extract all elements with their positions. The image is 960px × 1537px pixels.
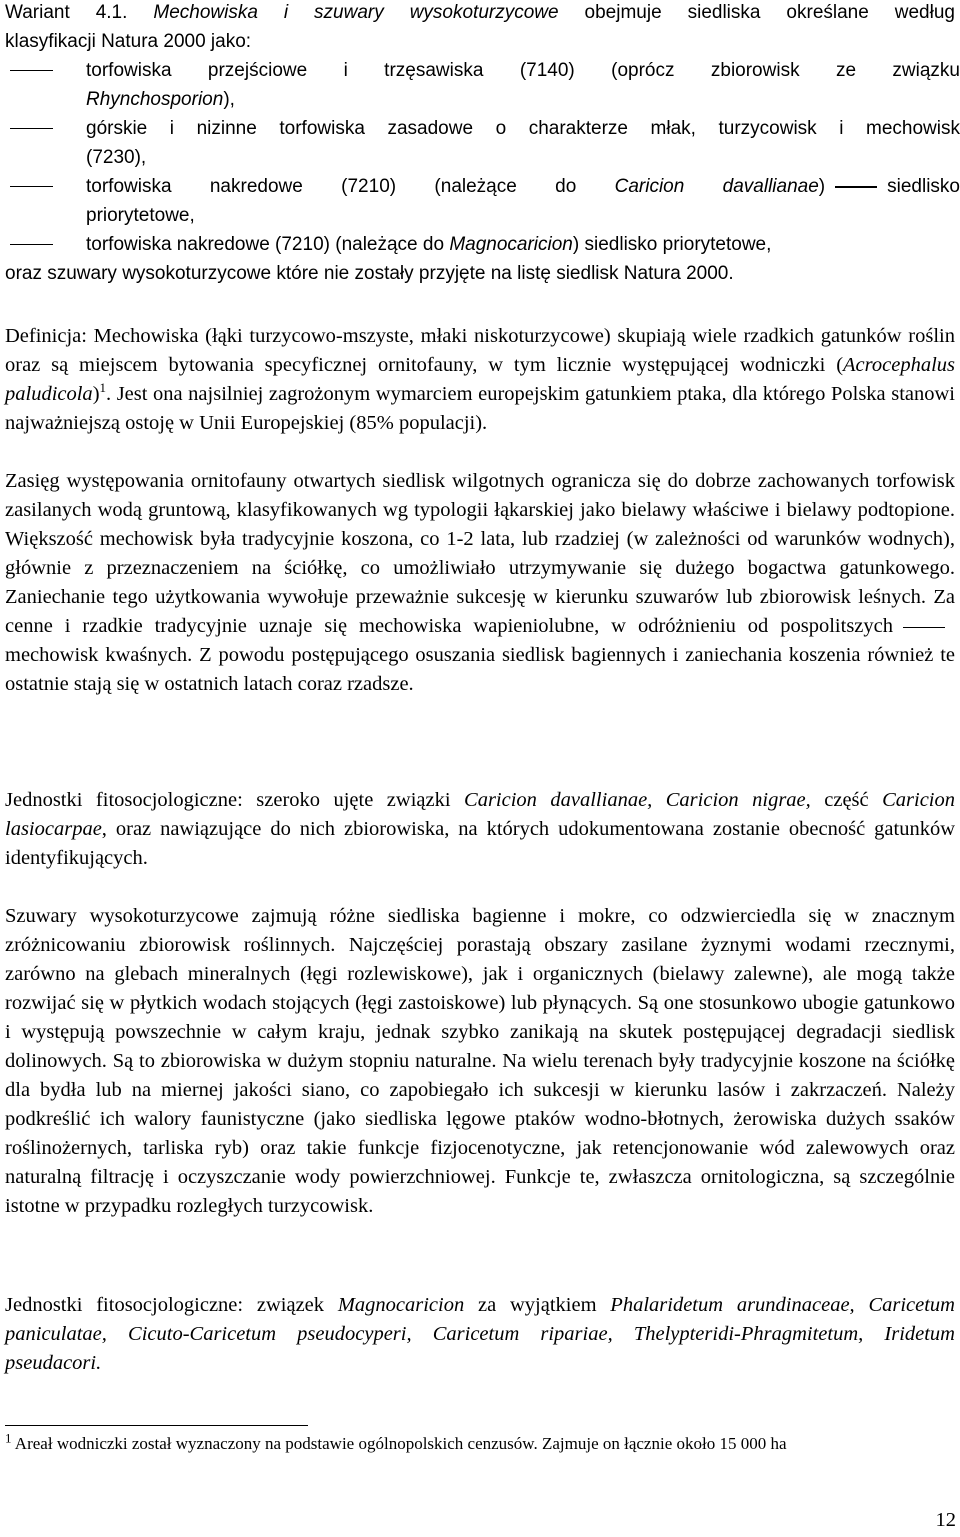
italic-term: Rhynchosporion [86, 89, 224, 110]
dash-bullet [10, 128, 53, 129]
italic-term: Magnocaricion [337, 1294, 465, 1316]
inline-dash [835, 186, 877, 187]
variant-title: Mechowiska i szuwary wysokoturzycowe [153, 2, 559, 23]
list-item-continuation [5, 201, 955, 230]
footnote-marker: 1 [5, 1430, 12, 1446]
list-item-text: (7230), [86, 147, 147, 168]
dash-bullet [10, 244, 53, 245]
list-item [5, 230, 955, 259]
footnote [5, 1430, 955, 1457]
ornithofauna-paragraph [5, 467, 955, 699]
italic-term: Magnocaricion [449, 234, 573, 255]
paragraph-text: Jednostki fitosocjologiczne: związek [5, 1294, 338, 1316]
dash-bullet [10, 186, 53, 187]
inline-dash [903, 627, 945, 628]
list-item-text: ) [818, 176, 826, 197]
list-item-text: górskie i nizinne torfowiska zasadowe o charakterze młak, turzycowisk i mechowisk [86, 118, 960, 139]
list-item-continuation [5, 143, 955, 172]
italic-term: Caricion davallianae, Caricion nigrae, [464, 789, 811, 811]
definition-paragraph [5, 322, 955, 438]
paragraph-text: Zasięg występowania ornitofauny otwartych siedlisk wilgotnych ogranicza się do dobrze zachowanych torfowisk zasilanych wodą gruntową, klasyfikowanych wg typologii łąkarskiej jako bielawy właściwe i bielawy podtopione. Większość mechowisk była tradycyjnie koszona, co 1-2 lata, lub rzadziej (w zależności od warunków wodnych), głównie z przeznaczeniem na ściółkę, co umożliwiało utrzymywanie się dużego bogactwa gatunkowego. Zaniechanie tego użytkowania wywołuje przeważnie sukcesję w kierunku szuwarów lub zbiorowisk leśnych. Za cenne i rzadkie tradycyjnie uznaje się mechowiska wapieniolubne, w odróżnieniu od pospolitszych [5, 470, 955, 637]
italic-term: Phalaridetum arundinaceae, Caricetum paniculatae, Cicuto-Caricetum pseudocyperi, Caricetum ripariae, Thelypteridi-Phragmitetum, Iridetum pseudacori. [5, 1294, 955, 1374]
list-item-text: siedlisko [887, 176, 960, 197]
list-item-text: torfowiska nakredowe (7210) (należące do [86, 176, 615, 197]
list-item-text: priorytetowe, [86, 205, 195, 226]
variant-number: Wariant 4.1. [5, 2, 154, 23]
paragraph-text: za wyjątkiem [464, 1294, 611, 1316]
intro-line-2: klasyfikacji Natura 2000 jako: [5, 31, 252, 52]
dash-bullet [10, 70, 53, 71]
intro-block [5, 0, 960, 288]
list-item-continuation [5, 85, 955, 114]
paragraph-text: Jednostki fitosocjologiczne: szeroko ujęte związki [5, 789, 465, 811]
paragraph-text: . Jest ona najsilniej zagrożonym wymarciem europejskim gatunkiem ptaka, dla którego Polska stanowi najważniejszą ostoję w Unii Europejskiej (85% populacji). [5, 383, 955, 434]
footnote-reference[interactable]: 1 [99, 380, 107, 396]
list-item-text [86, 230, 960, 259]
list-item [5, 56, 960, 85]
definition-label: Definicja: [5, 325, 87, 347]
intro-line-1 [5, 0, 955, 27]
paragraph-text: mechowisk kwaśnych. Z powodu postępującego osuszania siedlisk bagiennych i zaniechania koszenia również te ostatnie stają się w ostatnich latach coraz rzadsze. [5, 644, 955, 695]
list-item-text: ), [223, 89, 235, 110]
phytosociological-units-1 [5, 786, 955, 873]
list-item-text [86, 172, 960, 201]
footnote-text: Areał wodniczki został wyznaczony na podstawie ogólnopolskich cenzusów. Zajmuje on łącznie około 15 000 ha [11, 1434, 787, 1453]
list-item [5, 172, 960, 201]
phytosociological-units-2 [5, 1291, 955, 1378]
page-number: 12 [935, 1509, 956, 1531]
intro-text: obejmuje siedliska określane według [558, 2, 955, 23]
list-item [5, 114, 960, 143]
footnote-separator [5, 1425, 308, 1426]
list-item-text: torfowiska przejściowe i trzęsawiska (7140) (oprócz zbiorowisk ze związku [86, 60, 960, 81]
paragraph-text: ) [92, 383, 100, 405]
paragraph-text: , oraz nawiązujące do nich zbiorowiska, na których udokumentowana zostanie obecność gatunków identyfikujących. [5, 818, 955, 869]
paragraph-text: Mechowiska (łąki turzycowo-mszyste, młaki niskoturzycowe) skupiają wiele rzadkich gatunków roślin oraz są miejscem bytowania specyficznej ornitofauny, w tym licznie występującej wodniczki ( [5, 325, 955, 376]
italic-term: Caricion lasiocarpae [5, 789, 956, 840]
reeds-paragraph: Szuwary wysokoturzycowe zajmują różne siedliska bagienne i mokre, co odzwierciedla się w znacznym zróżnicowaniu zbiorowisk roślinnych. Najczęściej porastają obszary zasilane żyznymi wodami rzecznymi, zarówno na glebach mineralnych (łęgi rozlewiskowe), jak i organicznych (bielawy zalewne), ale mogą także rozwijać się w płytkich wodach stojących (łęgi zastoiskowe) lub płynących. Są one stosunkowo ubogie gatunkowo i występują powszechnie w całym kraju, jednak szybko zanikają na skutek postępującej degradacji siedlisk dolinowych. Są to zbiorowiska w dużym stopniu naturalne. Na wielu terenach były tradycyjnie koszone na ściółkę dla bydła lub na miernej jakości siano, co zapobiegało ich sukcesji w kierunku lasów i zakrzaczeń. Należy podkreślić ich walory faunistyczne (jako siedliska lęgowe ptaków wodno-błotnych, żerowiska dużych ssaków roślinożernych, tarliska ryb) oraz takie funkcje fizjocenotyczne, jak retencjonowanie wód zalewowych oraz naturalną filtrację i oczyszczanie wody powierzchniowej. Funkcje te, zwłaszcza ornitologiczna, są szczególnie istotne w przypadku rozległych turzycowisk. [5, 905, 955, 1217]
paragraph-text: część [810, 789, 883, 811]
list-item-text: torfowiska nakredowe (7210) (należące do [86, 234, 450, 255]
list-item-text: ) siedlisko priorytetowe, [572, 234, 772, 255]
species-name: Acrocephalus paludicola [5, 354, 955, 405]
italic-term: Caricion davallianae [614, 176, 819, 197]
intro-closing-line: oraz szuwary wysokoturzycowe które nie zostały przyjęte na listę siedlisk Natura 2000. [5, 263, 734, 284]
